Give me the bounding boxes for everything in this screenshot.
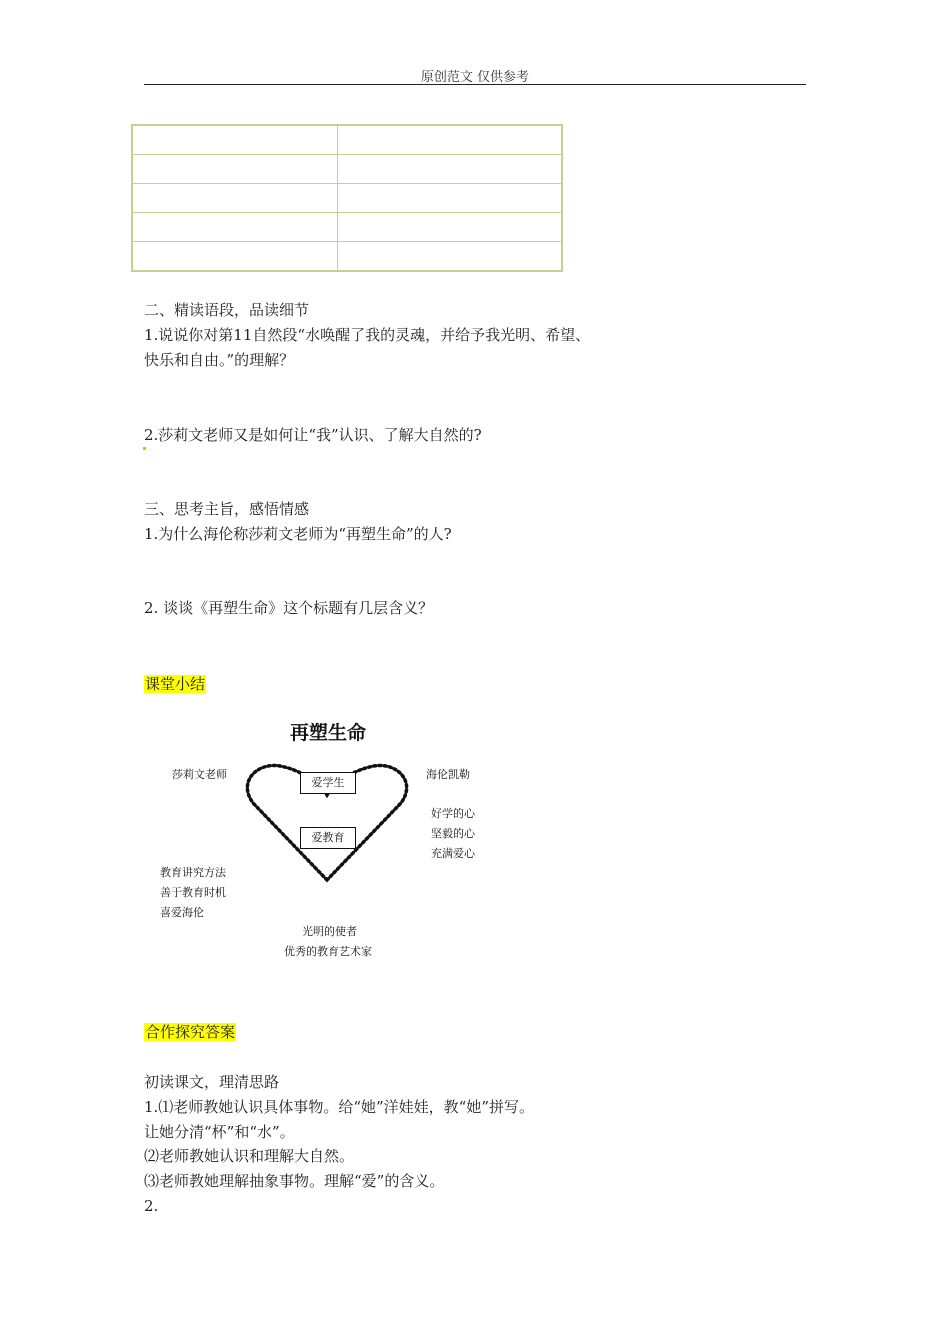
diagram-bottom-item: 优秀的教育艺术家	[284, 945, 372, 958]
table-cell[interactable]	[132, 184, 338, 213]
table-cell[interactable]	[338, 184, 563, 213]
table-row	[132, 125, 562, 155]
table-row	[132, 213, 562, 242]
section2-question1-line1: 1.说说你对第11自然段“水唤醒了我的灵魂，并给予我光明、希望、	[144, 326, 591, 344]
answer-line: 1.⑴老师教她认识具体事物。给“她”洋娃娃，教“她”拼写。	[144, 1098, 534, 1116]
section2-question2: 2.莎莉文老师又是如何让“我”认识、了解大自然的?	[144, 426, 482, 444]
answers-heading-text: 合作探究答案	[145, 1023, 236, 1041]
section2-question1-line2: 快乐和自由。”的理解？	[144, 351, 295, 369]
diagram-bottom-item: 光明的使者	[302, 925, 357, 938]
marker-dot	[143, 447, 146, 450]
diagram-left-item: 善于教育时机	[160, 886, 226, 899]
section3-title: 三、思考主旨，感悟情感	[144, 500, 310, 518]
answer-line: 让她分清“杯”和“水”。	[144, 1123, 295, 1141]
answer-line: ⑵老师教她认识和理解大自然。	[144, 1147, 355, 1165]
answers-subheading: 初读课文，理清思路	[144, 1073, 280, 1091]
answer-line: 2.	[144, 1197, 159, 1215]
table-cell[interactable]	[338, 213, 563, 242]
table-row	[132, 184, 562, 213]
table-cell[interactable]	[338, 242, 563, 272]
diagram-box-love-students: 爱学生	[300, 772, 356, 794]
answer-line: ⑶老师教她理解抽象事物。理解“爱”的含义。	[144, 1172, 445, 1190]
table-cell[interactable]	[132, 213, 338, 242]
summary-heading-text: 课堂小结	[145, 675, 206, 693]
diagram-right-item: 好学的心	[431, 807, 475, 820]
diagram-right-item: 坚毅的心	[431, 827, 475, 840]
table-cell[interactable]	[132, 155, 338, 184]
summary-diagram	[150, 700, 530, 970]
summary-heading	[144, 674, 206, 694]
diagram-left-item: 喜爱海伦	[160, 906, 204, 919]
diagram-right-label: 海伦凯勒	[426, 768, 470, 781]
table-cell[interactable]	[338, 125, 563, 155]
table-row	[132, 242, 562, 272]
page-header: 原创范文 仅供参考	[420, 70, 530, 85]
section2-title: 二、精读语段，品读细节	[144, 301, 310, 319]
diagram-left-label: 莎莉文老师	[172, 768, 227, 781]
table-row	[132, 155, 562, 184]
section3-question2: 2. 谈谈《再塑生命》这个标题有几层含义？	[144, 599, 434, 617]
table-cell[interactable]	[132, 125, 338, 155]
diagram-right-item: 充满爱心	[431, 847, 475, 860]
answers-heading	[144, 1022, 236, 1042]
table-cell[interactable]	[132, 242, 338, 272]
section3-question1: 1.为什么海伦称莎莉文老师为“再塑生命”的人?	[144, 525, 452, 543]
table-cell[interactable]	[338, 155, 563, 184]
diagram-left-item: 教育讲究方法	[160, 866, 226, 879]
diagram-title: 再塑生命	[290, 722, 367, 744]
diagram-box-love-education: 爱教育	[300, 827, 356, 849]
header-rule	[144, 84, 806, 85]
empty-answer-table	[131, 124, 563, 272]
